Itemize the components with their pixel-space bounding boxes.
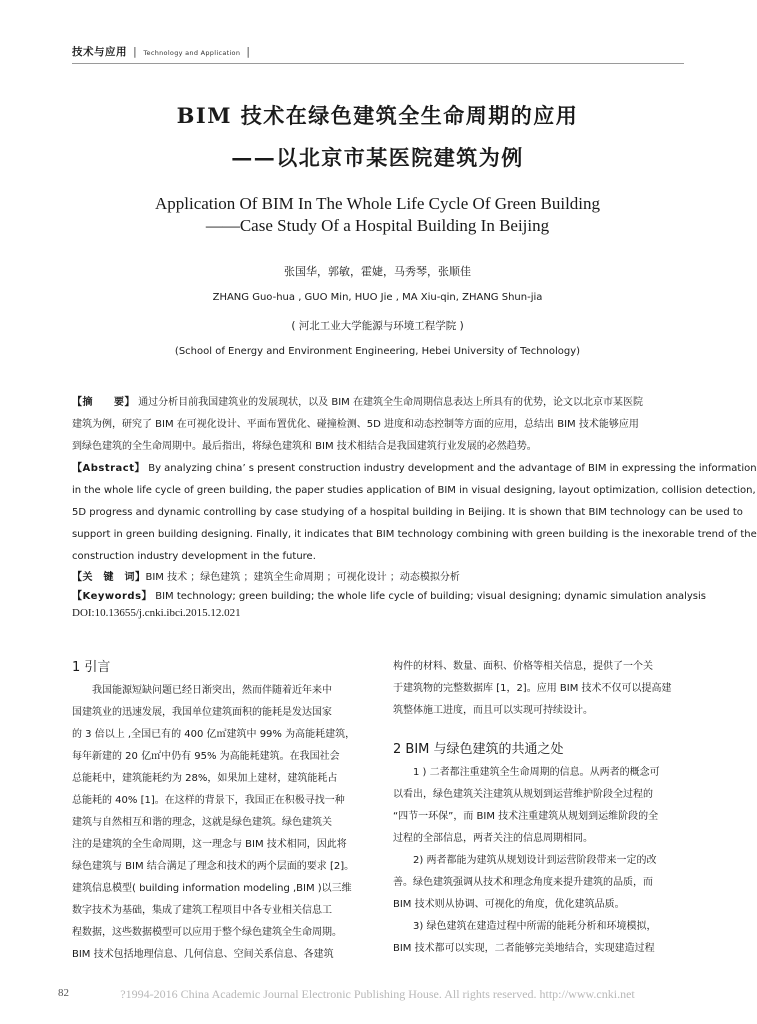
abstract-en-line: support in green building designing. Finally, it indicates that BIM technology combining with green building is the inexorable trend of the [72,529,757,540]
paragraph-line: 总能耗的 40% [1]。在这样的背景下，我国正在积极寻找一种 [72,795,345,806]
affiliation-cn: ( 河北工业大学能源与环境工程学院 ) [291,320,464,332]
header-divider: | [133,46,138,58]
paragraph-line: 注的是建筑的全生命周期，这一理念与 BIM 技术相同，因此将 [72,839,347,850]
keywords-en-text: BIM technology; green building; the whole life cycle of building; visual designing; dynamic simulation analysis [155,591,706,602]
abstract-cn-line: 建筑为例，研究了 BIM 在可视化设计、平面布置优化、碰撞检测、5D 进度和动态控制等方面的应用，总结出 BIM 技术能够应用 [72,419,639,430]
abstract-en-line [72,460,757,478]
copyright-footer: ?1994-2016 China Academic Journal Electronic Publishing House. All rights reserved. http://www.cnki.net [120,987,635,1001]
page-number: 82 [58,987,69,999]
paragraph-line: 国建筑业的迅速发展，我国单位建筑面积的能耗是发达国家 [72,707,332,718]
abstract-en-line: in the whole life cycle of green building, the paper studies application of BIM in visual designing, layout optimization, collision detection, [72,485,756,496]
header-rule [72,63,684,64]
paragraph-line: 建筑与自然相互和谐的理念，这就是绿色建筑。绿色建筑关 [72,817,332,828]
paragraph-line: BIM 技术则从协调、可视化的角度，优化建筑品质。 [393,899,625,910]
abstract-cn-tag: 【摘 要】 [72,397,135,408]
paragraph-line: 2) 两者都能为建筑从规划设计到运营阶段带来一定的改 [413,855,657,866]
title-cn-subtitle: ——以北京市某医院建筑为例 [231,145,524,170]
title-en-main: Application Of BIM In The Whole Life Cycle Of Green Building [154,194,601,213]
paragraph-line: 数字技术为基础，集成了建筑工程项目中各专业相关信息工 [72,905,332,916]
paragraph-line: 的 3 倍以上 ,全国已有的 400 亿㎡建筑中 99% 为高能耗建筑， [72,729,356,740]
abstract-cn-text: 通过分析目前我国建筑业的发展现状，以及 BIM 在建筑全生命周期信息表达上所具有的优势，论文以北京市某医院 [138,397,643,408]
header-section-en: Technology and Application [143,49,241,57]
paragraph-line: 过程的全部信息，两者关注的信息周期相同。 [393,833,593,844]
title-cn-main: BIM 技术在绿色建筑全生命周期的应用 [176,103,579,128]
paragraph-line: 筑整体施工进度，而且可以实现可持续设计。 [393,705,593,716]
header-divider-end: | [246,46,251,58]
abstract-en-line: construction industry development in the future. [72,551,316,562]
abstract-en-tag: 【Abstract】 [72,463,146,474]
paragraph-line: “四节一环保”，而 BIM 技术注重建筑从规划到运维阶段的全 [393,811,659,822]
authors-en: ZHANG Guo-hua , GUO Min, HUO Jie , MA Xiu-qin, ZHANG Shun-jia [212,292,543,303]
affiliation-en: (School of Energy and Environment Engineering, Hebei University of Technology) [174,346,581,357]
paragraph-line: 每年新建的 20 亿㎡中仍有 95% 为高能耗建筑。在我国社会 [72,751,340,762]
keywords-cn [72,569,684,587]
body-right-column [393,656,685,960]
section-heading-common: 2 BIM 与绿色建筑的共通之处 [393,742,564,757]
paragraph-line: 我国能源短缺问题已经日渐突出，然而伴随着近年来中 [92,685,332,696]
keywords-cn-tag: 【关 键 词】 [72,572,146,583]
header-section-cn: 技术与应用 [72,46,127,58]
abstract-cn-line [72,394,684,412]
abstract-en-line: 5D progress and dynamic controlling by case studying of a hospital building in Beijing. It is shown that BIM technology can be used to [72,507,743,518]
paragraph-line: 以看出，绿色建筑关注建筑从规划到运营维护阶段全过程的 [393,789,653,800]
abstract-cn-line: 到绿色建筑的全生命周期中。最后指出，将绿色建筑和 BIM 技术相结合是我国建筑行业发展的必然趋势。 [72,441,537,452]
paragraph-line: 1 ) 二者都注重建筑全生命周期的信息。从两者的概念可 [413,767,660,778]
abstract-en-text: By analyzing china’ s present construction industry development and the advantage of BIM in expressing the information [148,463,757,474]
paragraph-line: BIM 技术包括地理信息、几何信息、空间关系信息、各建筑 [72,949,334,960]
title-en-subtitle: ——Case Study Of a Hospital Building In Beijing [205,216,550,235]
paragraph-line: 绿色建筑与 BIM 结合满足了理念和技术的两个层面的要求 [2]。 [72,861,355,872]
keywords-en-tag: 【Keywords】 [72,591,153,602]
keywords-en [72,588,706,606]
paragraph-line: 3) 绿色建筑在建造过程中所需的能耗分析和环境模拟， [413,921,657,932]
running-header [72,44,252,59]
paragraph-line: 构件的材料、数量、面积、价格等相关信息，提供了一个关 [393,661,653,672]
body-left-column [72,656,364,966]
paragraph-line: 善。绿色建筑强调从技术和理念角度来提升建筑的品质，而 [393,877,653,888]
section-gap [393,722,685,738]
paragraph-line: 程数据，这些数据模型可以应用于整个绿色建筑全生命周期。 [72,927,342,938]
authors-cn: 张国华，郭敏，霍婕，马秀琴，张顺佳 [284,265,471,278]
paragraph-line: 建筑信息模型( building information modeling ,BIM )以三维 [72,883,352,894]
keywords-cn-text: BIM 技术 ；绿色建筑 ；建筑全生命周期 ；可视化设计 ；动态模拟分析 [145,572,460,583]
paragraph-line: 总能耗中，建筑能耗约为 28%，如果加上建材，建筑能耗占 [72,773,338,784]
section-heading-intro: 1 引言 [72,660,111,675]
doi: DOI:10.13655/j.cnki.ibci.2015.12.021 [72,607,241,619]
paragraph-line: BIM 技术都可以实现，二者能够完美地结合，实现建造过程 [393,943,655,954]
paragraph-line: 于建筑物的完整数据库 [1，2]。应用 BIM 技术不仅可以提高建 [393,683,672,694]
